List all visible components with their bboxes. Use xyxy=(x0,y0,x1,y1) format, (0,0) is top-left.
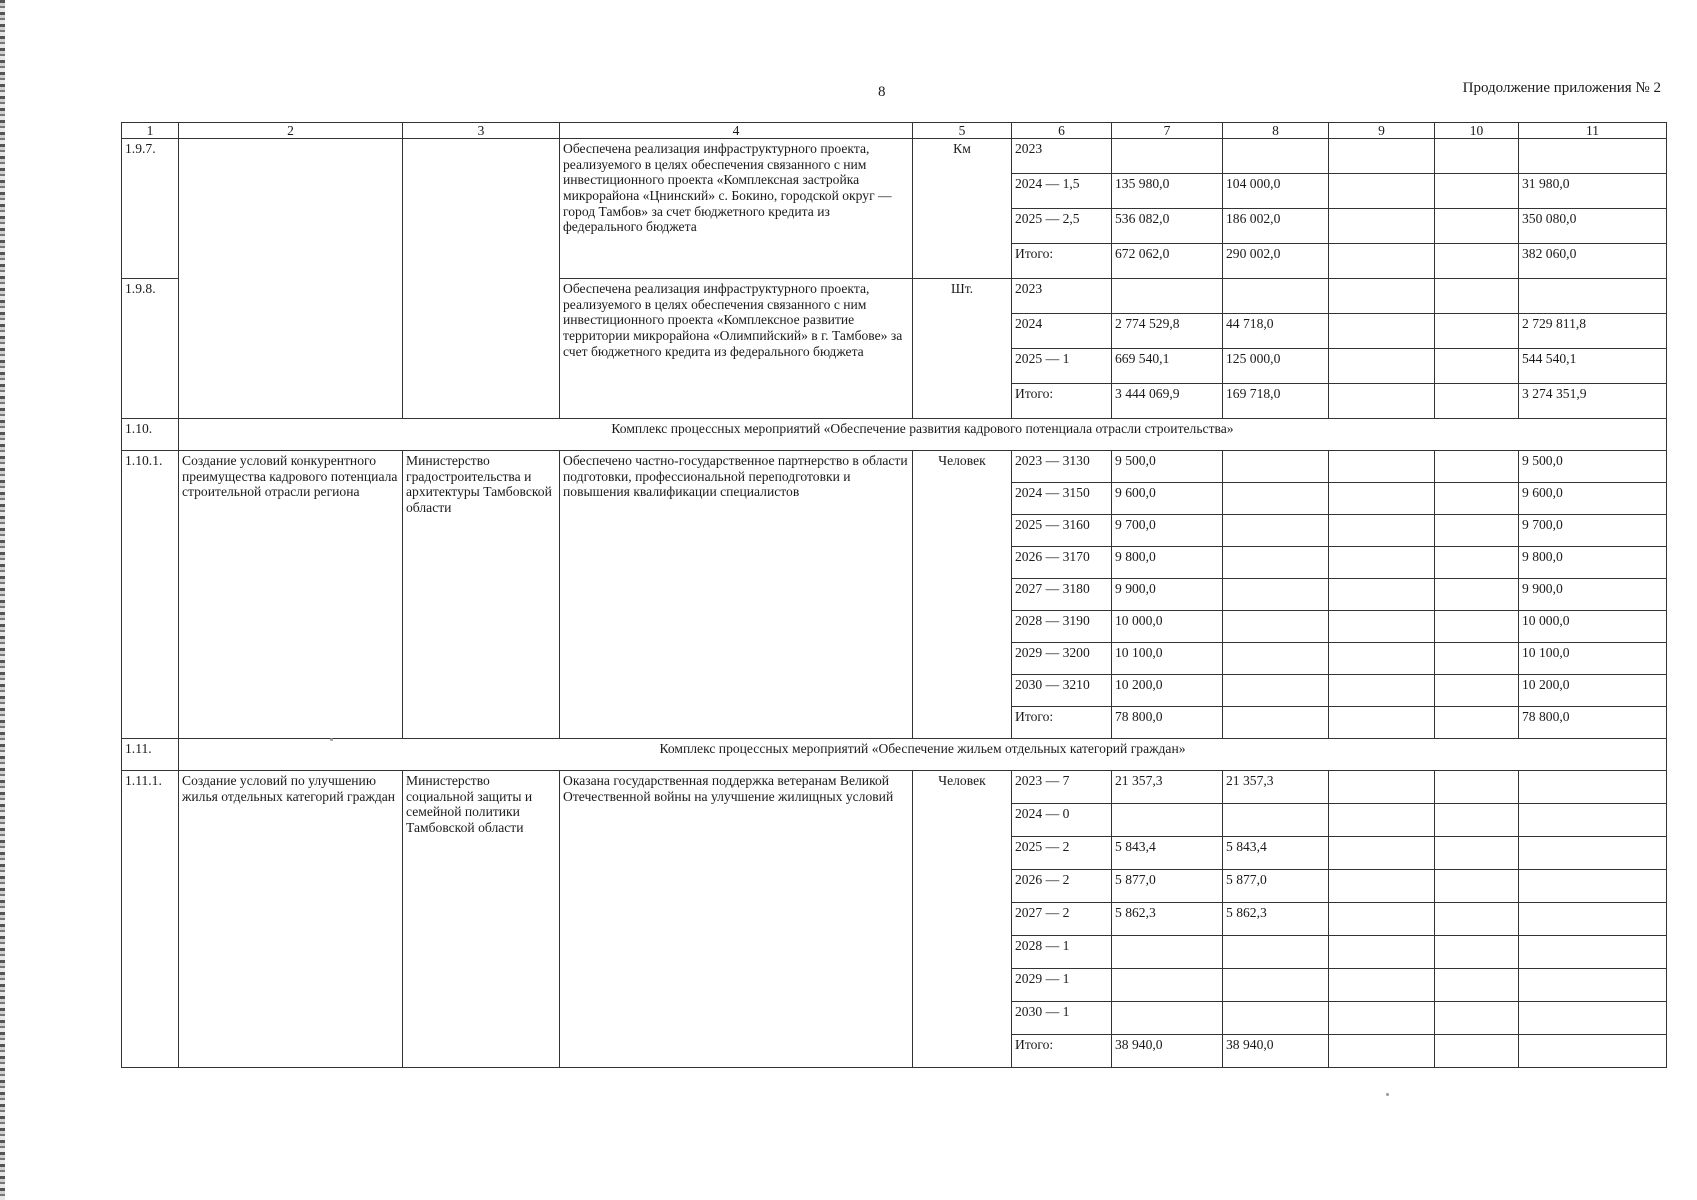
c9-cell xyxy=(1329,483,1435,515)
c11-cell: 10 200,0 xyxy=(1519,675,1667,707)
c11-cell xyxy=(1519,837,1667,870)
c9-cell xyxy=(1329,707,1435,739)
c7-cell: 21 357,3 xyxy=(1112,771,1223,804)
c11-cell: 382 060,0 xyxy=(1519,244,1667,279)
c8-cell: 169 718,0 xyxy=(1223,384,1329,419)
c8-cell: 5 843,4 xyxy=(1223,837,1329,870)
item-number: 1.9.7. xyxy=(122,139,179,279)
c9-cell xyxy=(1329,384,1435,419)
responsible-body: Министерство социальной защиты и семейной политики Тамбовской области xyxy=(403,771,560,1068)
c9-cell xyxy=(1329,771,1435,804)
c9-cell xyxy=(1329,643,1435,675)
c10-cell xyxy=(1435,384,1519,419)
unit-of-measure: Человек xyxy=(913,451,1012,739)
c7-cell: 9 700,0 xyxy=(1112,515,1223,547)
c10-cell xyxy=(1435,771,1519,804)
column-number-header xyxy=(122,123,1667,139)
c11-cell xyxy=(1519,870,1667,903)
c10-cell xyxy=(1435,1035,1519,1068)
c11-cell: 9 900,0 xyxy=(1519,579,1667,611)
c8-cell xyxy=(1223,483,1329,515)
unit-of-measure: Шт. xyxy=(913,279,1012,419)
c9-cell xyxy=(1329,547,1435,579)
c7-cell: 5 843,4 xyxy=(1112,837,1223,870)
task-description: Создание условий конкурентного преимущества кадрового потенциала строительной отрасли региона xyxy=(179,451,403,739)
c10-cell xyxy=(1435,903,1519,936)
c8-cell: 38 940,0 xyxy=(1223,1035,1329,1068)
c9-cell xyxy=(1329,936,1435,969)
c7-cell xyxy=(1112,936,1223,969)
c11-cell: 2 729 811,8 xyxy=(1519,314,1667,349)
c9-cell xyxy=(1329,837,1435,870)
col-header-9: 9 xyxy=(1329,123,1435,139)
year-value: 2024 xyxy=(1012,314,1112,349)
c10-cell xyxy=(1435,643,1519,675)
item-number: 1.10.1. xyxy=(122,451,179,739)
c7-cell: 9 900,0 xyxy=(1112,579,1223,611)
c10-cell xyxy=(1435,483,1519,515)
c8-cell: 290 002,0 xyxy=(1223,244,1329,279)
c9-cell xyxy=(1329,209,1435,244)
c11-cell xyxy=(1519,969,1667,1002)
c9-cell xyxy=(1329,903,1435,936)
c7-cell: 3 444 069,9 xyxy=(1112,384,1223,419)
section-number: 1.10. xyxy=(122,419,179,451)
c11-cell: 9 500,0 xyxy=(1519,451,1667,483)
year-value: 2024 — 0 xyxy=(1012,804,1112,837)
c8-cell: 125 000,0 xyxy=(1223,349,1329,384)
c9-cell xyxy=(1329,1035,1435,1068)
c7-cell: 38 940,0 xyxy=(1112,1035,1223,1068)
c8-cell xyxy=(1223,139,1329,174)
c7-cell: 5 877,0 xyxy=(1112,870,1223,903)
c9-cell xyxy=(1329,804,1435,837)
c11-cell xyxy=(1519,804,1667,837)
item-number: 1.11.1. xyxy=(122,771,179,1068)
c7-cell: 9 800,0 xyxy=(1112,547,1223,579)
c7-cell: 9 600,0 xyxy=(1112,483,1223,515)
c10-cell xyxy=(1435,209,1519,244)
c8-cell xyxy=(1223,279,1329,314)
c7-cell xyxy=(1112,1002,1223,1035)
c7-cell: 10 100,0 xyxy=(1112,643,1223,675)
year-value: 2026 — 2 xyxy=(1012,870,1112,903)
col-header-7: 7 xyxy=(1112,123,1223,139)
c9-cell xyxy=(1329,244,1435,279)
c8-cell: 5 877,0 xyxy=(1223,870,1329,903)
c7-cell xyxy=(1112,279,1223,314)
c8-cell xyxy=(1223,515,1329,547)
c11-cell: 10 000,0 xyxy=(1519,611,1667,643)
c8-cell xyxy=(1223,675,1329,707)
year-value: 2024 — 3150 xyxy=(1012,483,1112,515)
c7-cell xyxy=(1112,804,1223,837)
c8-cell: 104 000,0 xyxy=(1223,174,1329,209)
c10-cell xyxy=(1435,139,1519,174)
col-header-1: 1 xyxy=(122,123,179,139)
c11-cell: 31 980,0 xyxy=(1519,174,1667,209)
item-number: 1.9.8. xyxy=(122,279,179,419)
responsible-body: Министерство градостроительства и архитектуры Тамбовской области xyxy=(403,451,560,739)
c8-cell: 5 862,3 xyxy=(1223,903,1329,936)
page-number: 8 xyxy=(878,84,886,100)
table-row xyxy=(122,771,1667,804)
c8-cell: 21 357,3 xyxy=(1223,771,1329,804)
c9-cell xyxy=(1329,969,1435,1002)
year-value: 2023 xyxy=(1012,279,1112,314)
year-value: 2030 — 1 xyxy=(1012,1002,1112,1035)
c7-cell: 5 862,3 xyxy=(1112,903,1223,936)
task-description: Создание условий по улучшению жилья отдельных категорий граждан xyxy=(179,771,403,1068)
continuation-note: Продолжение приложения № 2 xyxy=(1462,80,1661,96)
c8-cell xyxy=(1223,547,1329,579)
c9-cell xyxy=(1329,611,1435,643)
c8-cell xyxy=(1223,804,1329,837)
scan-speck xyxy=(330,738,333,741)
c9-cell xyxy=(1329,515,1435,547)
c11-cell xyxy=(1519,771,1667,804)
col-header-10: 10 xyxy=(1435,123,1519,139)
c7-cell xyxy=(1112,969,1223,1002)
year-value: Итого: xyxy=(1012,707,1112,739)
c11-cell: 9 600,0 xyxy=(1519,483,1667,515)
unit-of-measure: Км xyxy=(913,139,1012,279)
result-description: Оказана государственная поддержка ветеранам Великой Отечественной войны на улучшение жилищных условий xyxy=(560,771,913,1068)
c11-cell: 544 540,1 xyxy=(1519,349,1667,384)
col-header-8: 8 xyxy=(1223,123,1329,139)
c11-cell xyxy=(1519,279,1667,314)
c10-cell xyxy=(1435,579,1519,611)
c10-cell xyxy=(1435,969,1519,1002)
c7-cell: 78 800,0 xyxy=(1112,707,1223,739)
c7-cell: 672 062,0 xyxy=(1112,244,1223,279)
c9-cell xyxy=(1329,870,1435,903)
year-value: 2030 — 3210 xyxy=(1012,675,1112,707)
c10-cell xyxy=(1435,1002,1519,1035)
section-title: Комплекс процессных мероприятий «Обеспечение жильем отдельных категорий граждан» xyxy=(179,739,1667,771)
c10-cell xyxy=(1435,279,1519,314)
c11-cell xyxy=(1519,1035,1667,1068)
c7-cell: 2 774 529,8 xyxy=(1112,314,1223,349)
year-value: Итого: xyxy=(1012,384,1112,419)
col-header-11: 11 xyxy=(1519,123,1667,139)
c8-cell xyxy=(1223,611,1329,643)
year-value: 2023 — 3130 xyxy=(1012,451,1112,483)
c9-cell xyxy=(1329,1002,1435,1035)
year-value: 2026 — 3170 xyxy=(1012,547,1112,579)
c9-cell xyxy=(1329,451,1435,483)
task-cell-empty xyxy=(179,139,403,419)
col-header-6: 6 xyxy=(1012,123,1112,139)
c9-cell xyxy=(1329,174,1435,209)
year-value: 2029 — 1 xyxy=(1012,969,1112,1002)
result-description: Обеспечено частно-государственное партнерство в области подготовки, профессиональной переподготовки и повышения квалификации специалистов xyxy=(560,451,913,739)
c10-cell xyxy=(1435,349,1519,384)
scan-speck xyxy=(1386,1093,1389,1096)
section-row xyxy=(122,739,1667,771)
year-value: Итого: xyxy=(1012,244,1112,279)
result-description: Обеспечена реализация инфраструктурного проекта, реализуемого в целях обеспечения связанного с ним инвестиционного проекта «Комплексная застройка микрорайона «Цнинский» с. Бокино, городской округ — город Тамбов» за счет бюджетного кредита из федерального бюджета xyxy=(560,139,913,279)
year-value: 2025 — 2 xyxy=(1012,837,1112,870)
year-value: 2025 — 1 xyxy=(1012,349,1112,384)
year-value: 2023 — 7 xyxy=(1012,771,1112,804)
year-value: 2025 — 3160 xyxy=(1012,515,1112,547)
c8-cell xyxy=(1223,643,1329,675)
year-value: Итого: xyxy=(1012,1035,1112,1068)
c7-cell: 9 500,0 xyxy=(1112,451,1223,483)
section-title: Комплекс процессных мероприятий «Обеспечение развития кадрового потенциала отрасли строительства» xyxy=(179,419,1667,451)
c11-cell: 350 080,0 xyxy=(1519,209,1667,244)
c9-cell xyxy=(1329,314,1435,349)
c10-cell xyxy=(1435,451,1519,483)
year-value: 2025 — 2,5 xyxy=(1012,209,1112,244)
col-header-2: 2 xyxy=(179,123,403,139)
c11-cell: 3 274 351,9 xyxy=(1519,384,1667,419)
c8-cell xyxy=(1223,969,1329,1002)
c11-cell xyxy=(1519,903,1667,936)
c8-cell xyxy=(1223,707,1329,739)
col-header-4: 4 xyxy=(560,123,913,139)
c9-cell xyxy=(1329,675,1435,707)
c8-cell xyxy=(1223,451,1329,483)
year-value: 2027 — 2 xyxy=(1012,903,1112,936)
c10-cell xyxy=(1435,936,1519,969)
col-header-5: 5 xyxy=(913,123,1012,139)
c11-cell: 10 100,0 xyxy=(1519,643,1667,675)
table-row xyxy=(122,451,1667,483)
c7-cell: 135 980,0 xyxy=(1112,174,1223,209)
c8-cell: 44 718,0 xyxy=(1223,314,1329,349)
year-value: 2027 — 3180 xyxy=(1012,579,1112,611)
c8-cell xyxy=(1223,936,1329,969)
c10-cell xyxy=(1435,174,1519,209)
c10-cell xyxy=(1435,547,1519,579)
scan-edge-artifact xyxy=(0,0,5,1200)
c9-cell xyxy=(1329,579,1435,611)
c11-cell xyxy=(1519,139,1667,174)
c7-cell: 669 540,1 xyxy=(1112,349,1223,384)
c10-cell xyxy=(1435,611,1519,643)
section-row xyxy=(122,419,1667,451)
responsible-cell-empty xyxy=(403,139,560,419)
c11-cell xyxy=(1519,936,1667,969)
table-row xyxy=(122,139,1667,174)
c11-cell xyxy=(1519,1002,1667,1035)
c7-cell: 10 000,0 xyxy=(1112,611,1223,643)
c10-cell xyxy=(1435,244,1519,279)
section-number: 1.11. xyxy=(122,739,179,771)
c7-cell xyxy=(1112,139,1223,174)
c11-cell: 9 800,0 xyxy=(1519,547,1667,579)
c7-cell: 536 082,0 xyxy=(1112,209,1223,244)
year-value: 2028 — 1 xyxy=(1012,936,1112,969)
c9-cell xyxy=(1329,279,1435,314)
year-value: 2024 — 1,5 xyxy=(1012,174,1112,209)
c10-cell xyxy=(1435,837,1519,870)
c9-cell xyxy=(1329,349,1435,384)
c11-cell: 9 700,0 xyxy=(1519,515,1667,547)
year-value: 2028 — 3190 xyxy=(1012,611,1112,643)
c7-cell: 10 200,0 xyxy=(1112,675,1223,707)
c10-cell xyxy=(1435,707,1519,739)
year-value: 2023 xyxy=(1012,139,1112,174)
unit-of-measure: Человек xyxy=(913,771,1012,1068)
c8-cell xyxy=(1223,1002,1329,1035)
c11-cell: 78 800,0 xyxy=(1519,707,1667,739)
c10-cell xyxy=(1435,804,1519,837)
result-description: Обеспечена реализация инфраструктурного проекта, реализуемого в целях обеспечения связанного с ним инвестиционного проекта «Комплексное развитие территории микрорайона «Олимпийский» в г. Тамбове» за счет бюджетного кредита из федерального бюджета xyxy=(560,279,913,419)
c8-cell xyxy=(1223,579,1329,611)
year-value: 2029 — 3200 xyxy=(1012,643,1112,675)
c10-cell xyxy=(1435,870,1519,903)
program-measures-table xyxy=(121,122,1667,1068)
c10-cell xyxy=(1435,314,1519,349)
col-header-3: 3 xyxy=(403,123,560,139)
c9-cell xyxy=(1329,139,1435,174)
c10-cell xyxy=(1435,675,1519,707)
c8-cell: 186 002,0 xyxy=(1223,209,1329,244)
c10-cell xyxy=(1435,515,1519,547)
